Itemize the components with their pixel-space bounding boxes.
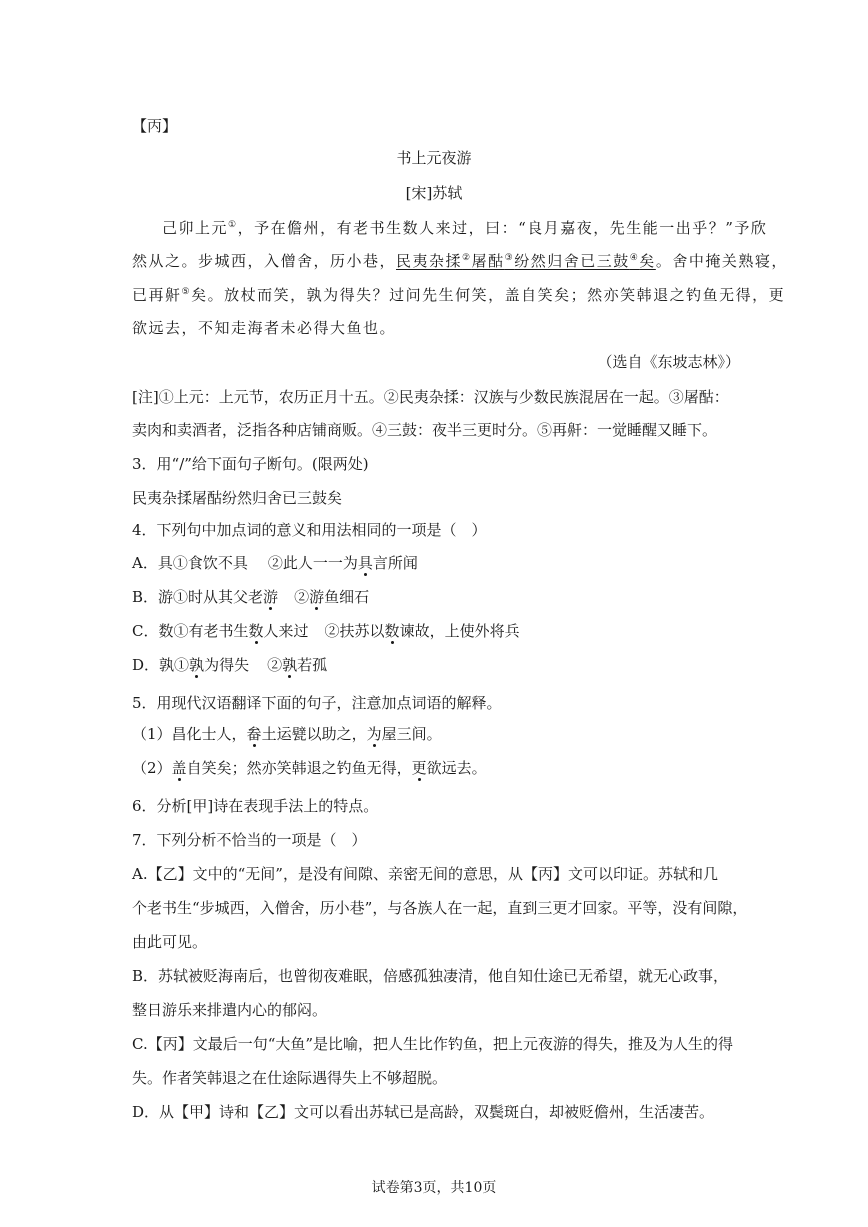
passage-title: 书上元夜游 bbox=[396, 149, 472, 167]
underlined-sentence: 民夷杂揉②屠酤③纷然归舍已三鼓④矣 bbox=[396, 252, 656, 270]
question-5-sentence-2: （2）盖自笑矣；然亦笑韩退之钓鱼无得，更欲远去。 bbox=[132, 759, 487, 777]
notes-line-2: 卖肉和卖酒者，泛指各种店铺商贩。④三鼓：夜半三更时分。⑤再鼾：一觉睡醒又睡下。 bbox=[132, 421, 718, 439]
question-7-option-c-line-1: C.【丙】文最后一句“大鱼”是比喻，把人生比作钓鱼，把上元夜游的得失，推及为人生的得 bbox=[132, 1035, 734, 1053]
question-7-option-b-line-1: B．苏轼被贬海南后，也曾彻夜难眠，倍感孤独凄清，他自知仕途已无希望，就无心政事， bbox=[132, 967, 729, 985]
question-6-stem: 6．分析[甲]诗在表现手法上的特点。 bbox=[132, 797, 379, 815]
passage-line-2: 然从之。步城西，入僧舍，历小巷，民夷杂揉②屠酤③纷然归舍已三鼓④矣。舍中掩关熟寝， bbox=[132, 252, 788, 270]
question-4-option-a: A．具①食饮不具 ②此人一一为具言所闻 bbox=[132, 554, 418, 572]
question-3-sentence: 民夷杂揉屠酤纷然归舍已三鼓矣 bbox=[132, 489, 343, 507]
question-4-option-b: B．游①时从其父老游 ②游鱼细石 bbox=[132, 588, 370, 606]
passage-line-3: 已再鼾⑤矣。放杖而笑，孰为得失？过问先生何笑，盖自笑矣；然亦笑韩退之钓鱼无得，更 bbox=[132, 286, 786, 304]
notes-line-1: [注]①上元：上元节，农历正月十五。②民夷杂揉：汉族与少数民族混居在一起。③屠酤： bbox=[132, 388, 729, 406]
passage-line-4: 欲远去，不知走海者未必得大鱼也。 bbox=[132, 319, 397, 337]
question-4-stem: 4．下列句中加点词的意义和用法相同的一项是（ ） bbox=[132, 521, 487, 539]
section-label: 【丙】 bbox=[132, 117, 178, 135]
question-7-option-c-line-2: 失。作者笑韩退之在仕途际遇得失上不够超脱。 bbox=[132, 1069, 448, 1087]
question-7-stem: 7．下列分析不恰当的一项是（ ） bbox=[132, 831, 367, 849]
question-5-stem: 5．用现代汉语翻译下面的句子，注意加点词语的解释。 bbox=[132, 694, 502, 712]
question-7-option-d-line-1: D．从【甲】诗和【乙】文可以看出苏轼已是高龄，双鬓斑白，却被贬儋州，生活凄苦。 bbox=[132, 1103, 715, 1121]
question-5-sentence-1: （1）昌化士人，畚土运甓以助之，为屋三间。 bbox=[132, 725, 442, 743]
question-7-option-a-line-3: 由此可见。 bbox=[132, 933, 208, 951]
passage-line-1: 己卯上元①，予在儋州，有老书生数人来过，曰：“良月嘉夜，先生能一出乎？”予欣 bbox=[162, 219, 768, 237]
page-footer: 试卷第3页，共10页 bbox=[371, 1180, 497, 1196]
question-3-stem: 3．用“/”给下面句子断句。(限两处) bbox=[132, 455, 369, 473]
question-7-option-a-line-2: 个老书生“步城西，入僧舍，历小巷”，与各族人在一起，直到三更才回家。平等，没有间隙， bbox=[132, 899, 748, 917]
question-4-option-c: C．数①有老书生数人来过 ②扶苏以数谏故，上使外将兵 bbox=[132, 622, 520, 640]
passage-author: [宋]苏轼 bbox=[405, 184, 463, 202]
question-7-option-a-line-1: A.【乙】文中的“无间”，是没有间隙、亲密无间的意思，从【丙】文可以印证。苏轼和几 bbox=[132, 865, 718, 883]
question-4-option-d: D．孰①孰为得失 ②孰若孤 bbox=[132, 656, 328, 674]
question-7-option-b-line-2: 整日游乐来排遣内心的郁闷。 bbox=[132, 1001, 328, 1019]
passage-source: （选自《东坡志林》） bbox=[597, 353, 740, 371]
